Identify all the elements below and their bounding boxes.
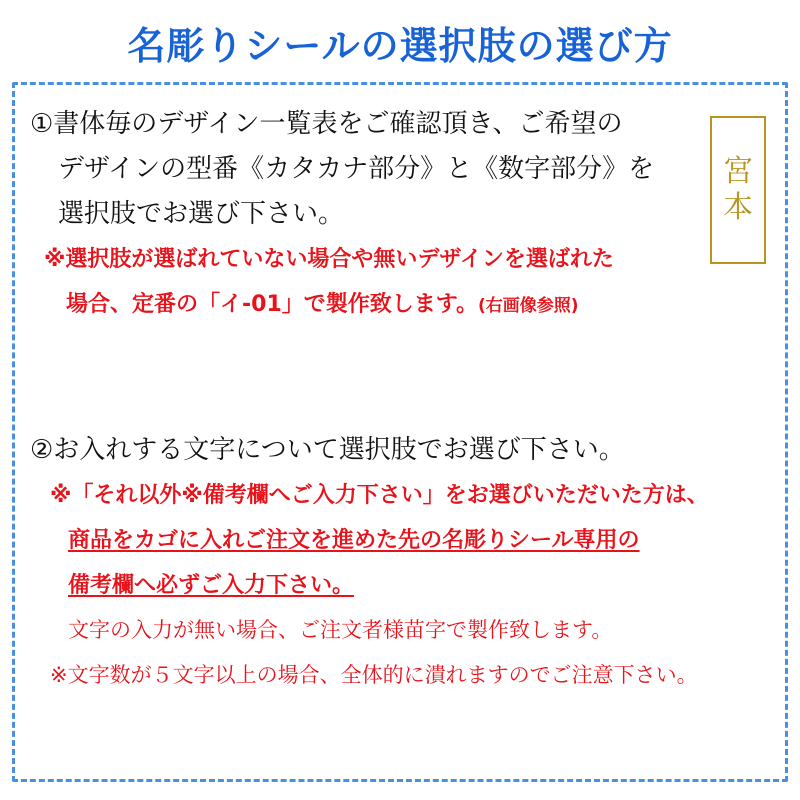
page-title-container xyxy=(0,6,800,78)
section-two-note-5: ※文字数が５文字以上の場合、全体的に潰れますのでご注意下さい。 xyxy=(50,663,698,687)
section-one-note-2-small: (右画像参照) xyxy=(478,296,579,316)
section-two xyxy=(30,428,709,698)
section-one-line-3: 選択肢でお選び下さい。 xyxy=(58,199,345,229)
section-two-note-3: 備考欄へ必ずご入力下さい。 xyxy=(68,573,355,598)
section-one xyxy=(30,102,654,329)
section-two-line-1: ②お入れする文字について選択肢でお選び下さい。 xyxy=(30,435,625,465)
section-two-note-2: 商品をカゴに入れご注文を進めた先の名彫りシール専用の xyxy=(68,528,640,553)
seal-char-2: 本 xyxy=(723,190,753,225)
section-one-line-2: デザインの型番《カタカナ部分》と《数字部分》を xyxy=(58,154,655,184)
content-area xyxy=(26,96,774,768)
section-one-note-1: ※選択肢が選ばれていない場合や無いデザインを選ばれた xyxy=(44,247,614,272)
page-title: 名彫りシールの選択肢の選び方 xyxy=(127,23,673,68)
seal-char-1: 宮 xyxy=(723,154,753,189)
section-two-note-1: ※「それ以外※備考欄へご入力下さい」をお選びいただいた方は、 xyxy=(50,483,709,508)
section-one-note-2 xyxy=(30,282,654,329)
sample-seal-image xyxy=(710,116,766,264)
section-two-note-4: 文字の入力が無い場合、ご注文者様苗字で製作致します。 xyxy=(68,618,613,642)
section-one-note-2-main: 場合、定番の「イ-01」で製作致します。 xyxy=(66,292,478,317)
section-one-line-1: ①書体毎のデザイン一覧表をご確認頂き、ご希望の xyxy=(30,109,623,139)
